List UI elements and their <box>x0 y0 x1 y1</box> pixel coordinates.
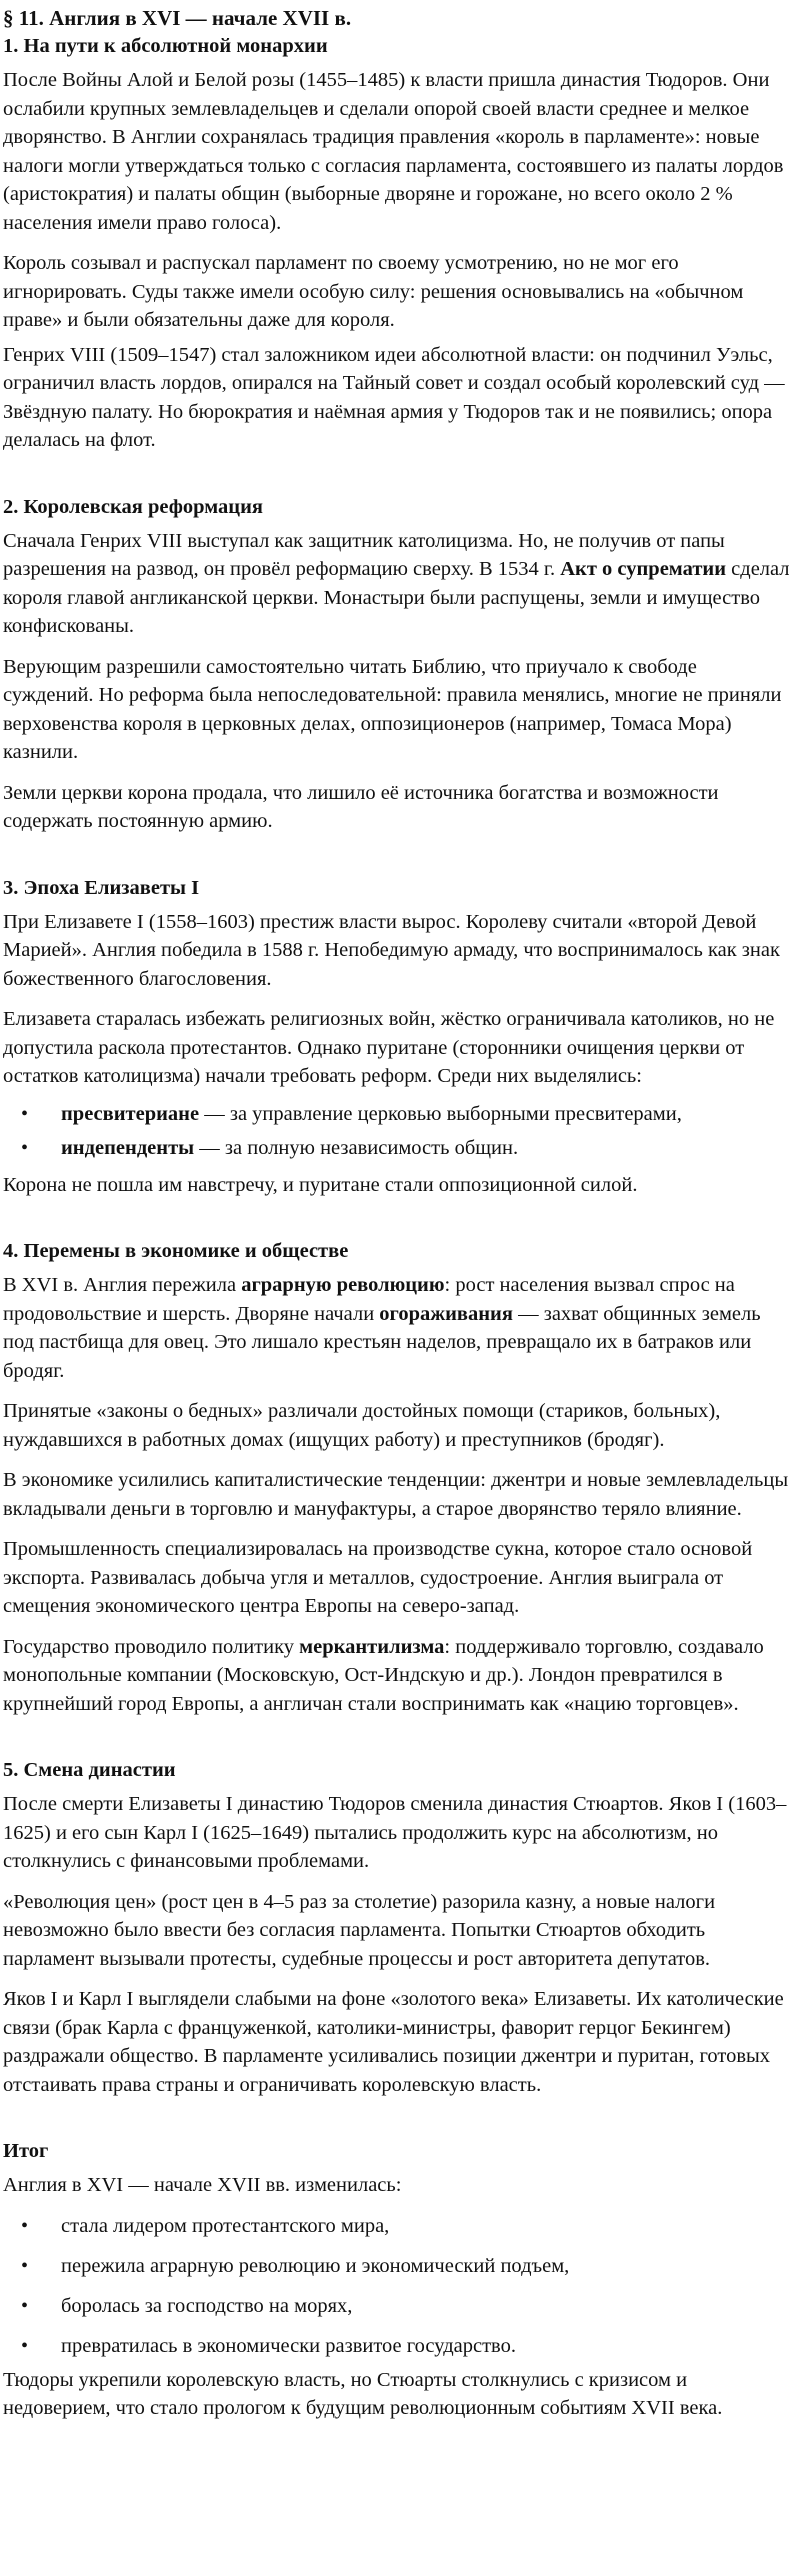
term-presbyterians: пресвитериане <box>61 1102 200 1125</box>
paragraph: Генрих VIII (1509–1547) стал заложником идеи абсолютной власти: он подчинил Уэльс, ограничил власть лордов, опирался на Тайный совет и создал особый королевский суд — Звёздную палату. Но бюрократия и наёмная армия у Тюдоров так и не появились; опора делалась на флот. <box>3 343 785 451</box>
section-royal-reformation <box>3 493 792 836</box>
paragraph: Яков I и Карл I выглядели слабыми на фоне «золотого века» Елизаветы. Их католические связи (брак Карла с француженкой, католики-министры, фаворит герцог Бекингем) раздражали общество. В парламенте усиливались позиции джентри и пуритан, готовых отстаивать права страны и ограничивать королевскую власть. <box>3 1988 784 2096</box>
paragraph: Верующим разрешили самостоятельно читать Библию, что приучало к свободе суждений. Но реформа была непоследовательной: правила менялись, многие не приняли верховенства короля в церковных делах, оппозиционеров (например, Томаса Мора) казнили. <box>3 655 782 763</box>
section-economy-society <box>3 1237 792 1718</box>
section-elizabeth <box>3 874 792 1200</box>
section-heading: 5. Смена династии <box>3 1759 176 1781</box>
paragraph: После Войны Алой и Белой розы (1455–1485) к власти пришла династия Тюдоров. Они ослабили крупных землевладельцев и сделали опорой своей власти среднее и мелкое дворянство. В Англии сохранялась традиция правления «король в парламенте»: новые налоги могли утверждаться только с согласия парламента, состоявшего из палаты лордов (аристократия) и палаты общин (выборные дворяне и горожане, но всего около 2 % населения имели право голоса). <box>3 69 784 234</box>
list-item <box>3 1131 792 1165</box>
list-item: • превратилась в экономически развитое государство. <box>3 2326 792 2366</box>
list-item: • стала лидером протестантского мира, <box>3 2206 792 2246</box>
paragraph: После смерти Елизаветы I династию Тюдоров сменила династия Стюартов. Яков I (1603–1625) и его сын Карл I (1625–1649) пытались продолжить курс на абсолютизм, но столкнулись с финансовыми проблемами. <box>3 1793 787 1872</box>
paragraph: «Революция цен» (рост цен в 4–5 раз за столетие) разорила казну, а новые налоги невозможно было ввести без согласия парламента. Попытки Стюартов обходить парламент вызывали протесты, судебные процессы и рост авторитета депутатов. <box>3 1890 716 1970</box>
text-run: — захват общинных земель под пастбища для овец. Это лишало крестьян наделов, превращало их в батраков или бродяг. <box>3 1302 761 1382</box>
term-act-of-supremacy: Акт о супрематии <box>560 558 727 580</box>
text-run: — за полную независимость общин. <box>194 1136 519 1159</box>
term-agrarian-revolution: аграрную революцию <box>241 1274 445 1296</box>
paragraph: Англия в XVI — начале XVII вв. изменилась: <box>3 2174 402 2196</box>
list-item: • пережила аграрную революцию и экономический подъем, <box>3 2246 792 2286</box>
section-heading: 2. Королевская реформация <box>3 495 264 518</box>
section-summary <box>3 2137 792 2423</box>
text-run: — за управление церковью выборными пресвитерами, <box>199 1102 682 1125</box>
section-heading: 3. Эпоха Елизаветы I <box>3 876 200 899</box>
section-heading: 4. Перемены в экономике и обществе <box>3 1240 349 1262</box>
term-enclosures: огораживания <box>379 1302 513 1325</box>
section-heading: 1. На пути к абсолютной монархии <box>3 35 328 57</box>
paragraph: В экономике усилились капиталистические тенденции: джентри и новые землевладельцы вкладывали деньги в торговлю и мануфактуры, а старое дворянство теряло влияние. <box>3 1469 789 1520</box>
puritan-groups-list <box>3 1097 792 1165</box>
section-change-of-dynasty <box>3 1756 792 2099</box>
text-run: Государство проводило политику <box>3 1635 300 1658</box>
list-item: • боролась за господство на морях, <box>3 2286 792 2326</box>
paragraph: Корона не пошла им навстречу, и пуритане стали оппозиционной силой. <box>3 1173 638 1196</box>
paragraph: Король созывал и распускал парламент по своему усмотрению, но не мог его игнорировать. Суды также имели особую силу: решения основывались на «обычном праве» и были обязательны даже для короля. <box>3 252 744 331</box>
text-run: : поддерживало торговлю, создавало монопольные компании (Московскую, Ост-Индскую и др.). Лондон превратился в крупнейший город Европы, а англичан стали воспринимать как «нацию торговцев». <box>3 1635 764 1715</box>
list-item <box>3 1097 792 1131</box>
text-run: : рост населения вызвал спрос на продовольствие и шерсть. Дворяне начали <box>3 1274 735 1325</box>
section-heading: Итог <box>3 2140 49 2162</box>
text-run: сделал короля главой англиканской церкви. Монастыри были распущены, земли и имущество конфискованы. <box>3 558 790 637</box>
paragraph: Принятые «законы о бедных» различали достойных помощи (стариков, больных), нуждавшихся в работных домах (ищущих работу) и преступников (бродяг). <box>3 1400 721 1451</box>
paragraph: Промышленность специализировалась на производстве сукна, которое стало основой экспорта. Развивалась добыча угля и металлов, судостроение. Англия выиграла от смещения экономического центра Европы на северо-запад. <box>3 1538 753 1617</box>
term-independents: индепенденты <box>61 1136 195 1159</box>
summary-list <box>3 2206 792 2366</box>
paragraph: Тюдоры укрепили королевскую власть, но Стюарты столкнулись с кризисом и недоверием, что стало прологом к будущим революционным событиям XVII века. <box>3 2368 723 2419</box>
paragraph: При Елизавете I (1558–1603) престиж власти вырос. Королеву считали «второй Девой Марией». Англия победила в 1588 г. Непобедимую армаду, что воспринималось как знак божественного благословения. <box>3 910 780 990</box>
paragraph <box>3 527 792 641</box>
page-title: § 11. Англия в XVI — начале XVII в. <box>3 6 352 30</box>
paragraph: Елизавета старалась избежать религиозных войн, жёстко ограничивала католиков, но не допустила раскола протестантов. Однако пуритане (сторонники очищения церкви от остатков католицизма) начали требовать реформ. Среди них выделялись: <box>3 1008 775 1087</box>
section-absolute-monarchy <box>3 32 792 455</box>
paragraph <box>3 1271 792 1385</box>
text-run: В XVI в. Англия пережила <box>3 1274 242 1296</box>
text-run: Сначала Генрих VIII выступал как защитник католицизма. Но, не получив от папы разрешения на развод, он провёл реформацию сверху. В 1534 г. <box>3 529 725 580</box>
paragraph: Земли церкви корона продала, что лишило её источника богатства и возможности содержать постоянную армию. <box>3 781 719 832</box>
term-mercantilism: меркантилизма <box>299 1635 445 1658</box>
paragraph <box>3 1633 792 1719</box>
